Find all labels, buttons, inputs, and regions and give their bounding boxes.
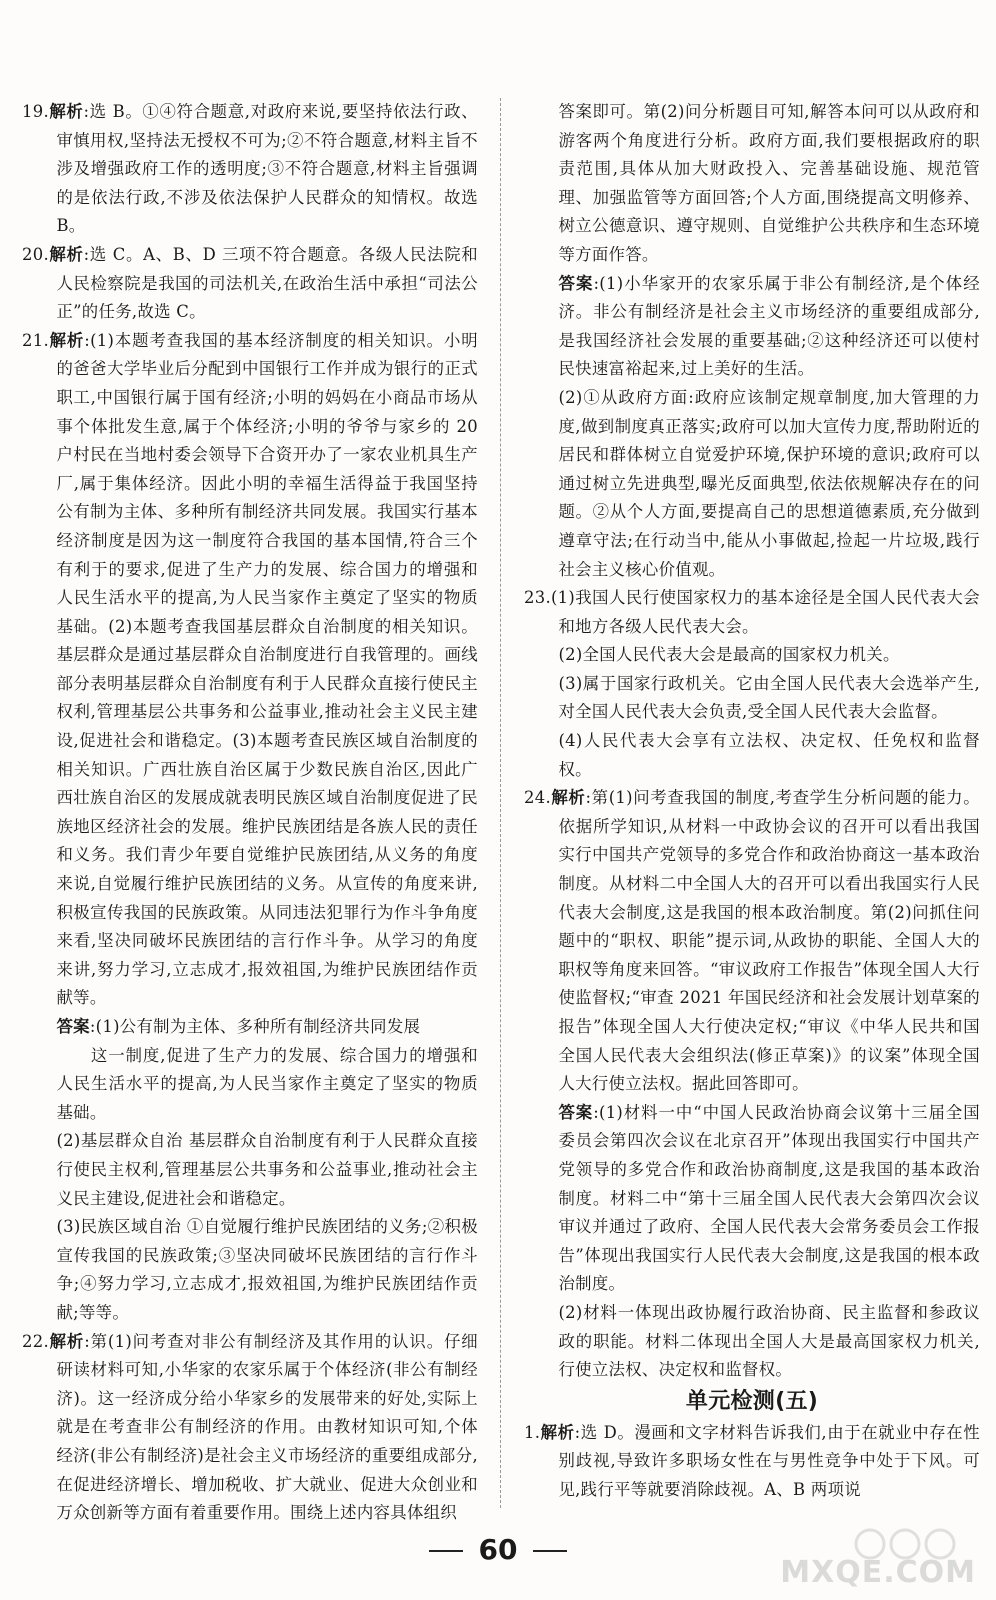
question-23-line4: (4)人民代表大会享有立法权、决定权、任免权和监督权。 [558, 731, 980, 779]
question-number: 24. [524, 788, 551, 808]
answer-21-part3: (3)民族区域自治 ①自觉履行维护民族团结的义务;②积极宣传我国的民族政策;③坚决同破坏民族团结的言行作斗争;④努力学习,立志成才,报效祖国,为维护民族团结作贡献;等等。 [56, 1217, 478, 1322]
question-number: 19. [22, 102, 49, 121]
question-24 [524, 784, 980, 1099]
page-body [22, 98, 980, 1523]
question-number: 22. [22, 1331, 49, 1351]
answer-label: 答案 [56, 1017, 90, 1036]
left-column [22, 98, 478, 1528]
answer-text: (1)我国人民行使国家权力的基本途径是全国人民代表大会和地方各级人民代表大会。 [550, 588, 980, 636]
question-number: 23. [524, 588, 551, 608]
right-column [524, 98, 980, 1505]
question-23 [524, 584, 980, 641]
question-22-continued: 答案即可。第(2)问分析题目可知,解答本问可以从政府和游客两个角度进行分析。政府方面,我们要根据政府的职责范围,具体从加大财政投入、完善基础设施、规范管理、加强监管等方面回答;个人方面,围绕提高文明修养、树立公德意识、遵守规则、自觉维护公共秩序和生态环境等方面作答。 [558, 102, 980, 264]
question-23-line3: (3)属于国家行政机关。它由全国人民代表大会选举产生,对全国人民代表大会负责,受全国人民代表大会监督。 [558, 673, 980, 722]
question-22 [22, 1328, 478, 1528]
analysis-label: 解析 [48, 244, 84, 264]
section-title: 单元检测(五) [685, 1388, 819, 1414]
answer-24-part2: (2)材料一体现出政协履行政治协商、民主监督和参政议政的职能。材料二体现出全国人大是最高国家权力机关,行使立法权、决定权和监督权。 [558, 1302, 980, 1380]
page-number-value: 60 [478, 1533, 518, 1566]
answer-text: :(1)材料一中“中国人民政治协商会议第十三届全国委员会第四次会议在北京召开”体现出我国实行中国共产党领导的多党合作和政治协商制度,这是我国的基本政治制度。材料二中“第十三届全国人民代表大会第四次会议审议并通过了政府、全国人民代表大会常务委员会工作报告”体现出我国实行人民代表大会制度,这是我国的根本政治制度。 [558, 1102, 980, 1294]
answer-text: :(1)公有制为主体、多种所有制经济共同发展 [89, 1017, 421, 1036]
analysis-text: :选 C。A、B、D 三项不符合题意。各级人民法院和人民检察院是我国的司法机关,在政治生活中承担“司法公正”的任务,故选 C。 [56, 244, 478, 322]
answer-21-part1 [22, 1013, 478, 1042]
analysis-text: :选 B。①④符合题意,对政府来说,要坚持依法行政、审慎用权,坚持法无授权不可为;②不符合题意,材料主旨不涉及增强政府工作的透明度;③不符合题意,材料主旨强调的是依法行政,不涉及依法保护人民群众的知情权。故选 B。 [56, 102, 478, 236]
analysis-label: 解析 [48, 102, 84, 121]
question-number: 20. [22, 244, 49, 264]
question-21 [22, 327, 478, 1013]
answer-22-part1 [524, 270, 980, 384]
analysis-text: :(1)本题考查我国的基本经济制度的相关知识。小明的爸爸大学毕业后分配到中国银行工作并成为银行的正式职工,中国银行属于国有经济;小明的妈妈在小商品市场从事个体批发生意,属于个体经济;小明的爷爷与家乡的 20 户村民在当地村委会领导下合资开办了一家农业机具生产厂,属于集体经济。因此小明的幸福生活得益于我国坚持公有制为主体、多种所有制经济共同发展。我国实行基本经济制度是因为这一制度符合我国的基本国情,符合三个有利于的要求,促进了生产力的发展、综合国力的增强和人民生活水平的提高,为人民当家作主奠定了坚实的物质基础。(2)本题考查我国基层群众自治制度的相关知识。基层群众是通过基层群众自治制度进行自我管理的。画线部分表明基层群众自治制度有利于人民群众直接行使民主权利,管理基层公共事务和公益事业,推动社会主义民主建设,促进社会和谐稳定。(3)本题考查民族区域自治制度的相关知识。广西壮族自治区属于少数民族自治区,因此广西壮族自治区的发展成就表明民族区域自治制度促进了民族地区经济社会的发展。维护民族团结是各族人民的责任和义务。我们青少年要自觉维护民族团结,从义务的角度来说,自觉履行维护民族团结的义务。从宣传的角度来讲,积极宣传我国的民族政策。从同违法犯罪行为作斗争角度来看,坚决同破坏民族团结的言行作斗争。从学习的角度来讲,努力学习,立志成才,报效祖国,为维护民族团结作贡献等。 [56, 330, 478, 1008]
question-1 [524, 1419, 980, 1505]
answer-24-part1 [524, 1099, 980, 1299]
question-number: 1. [524, 1422, 541, 1442]
column-divider [500, 98, 501, 1508]
analysis-label: 解析 [550, 788, 586, 808]
answer-label: 答案 [558, 273, 594, 293]
analysis-label: 解析 [48, 330, 85, 350]
analysis-text: :选 D。漫画和文字材料告诉我们,由于在就业中存在性别歧视,导致许多职场女性在与男性竞争中处于下风。可见,践行平等就要消除歧视。A、B 两项说 [558, 1422, 980, 1499]
analysis-text: :第(1)问考查对非公有制经济及其作用的认识。仔细研读材料可知,小华家的农家乐属于个体经济(非公有制经济)。这一经济成分给小华家乡的发展带来的好处,实际上就是在考查非公有制经济的作用。由教材知识可知,个体经济(非公有制经济)是社会主义市场经济的重要组成部分,在促进经济增长、增加税收、扩大就业、促进大众创业和万众创新等方面有着重要作用。围绕上述内容具体组织 [56, 1331, 478, 1523]
question-23-line2: (2)全国人民代表大会是最高的国家权力机关。 [558, 645, 900, 665]
analysis-label: 解析 [540, 1422, 575, 1442]
answer-label: 答案 [558, 1102, 594, 1122]
page-number-dash-left [429, 1550, 463, 1552]
answer-22-part2: (2)①从政府方面:政府应该制定规章制度,加大管理的力度,做到制度真正落实;政府可以加大宣传力度,帮助附近的居民和群体树立自觉爱护环境,保护环境的意识;政府可以通过树立先进典型,曝光反面典型,依法依规解决存在的问题。②从个人方面,要提高自己的思想道德素质,充分做到遵章守法;在行动当中,能从小事做起,捡起一片垃圾,践行社会主义核心价值观。 [558, 387, 980, 579]
answer-21-part2: (2)基层群众自治 基层群众自治制度有利于人民群众直接行使民主权利,管理基层公共事务和公益事业,推动社会主义民主建设,促进社会和谐稳定。 [56, 1131, 478, 1208]
question-20 [22, 241, 478, 327]
site-watermark [780, 1522, 980, 1592]
watermark-text: MXQE.COM [780, 1555, 976, 1590]
question-19 [22, 98, 478, 241]
page-number-dash-right [533, 1550, 567, 1552]
question-number: 21. [22, 330, 49, 350]
analysis-text: :第(1)问考查我国的制度,考查学生分析问题的能力。依据所学知识,从材料一中政协会议的召开可以看出我国实行中国共产党领导的多党合作和政治协商这一基本政治制度。从材料二中全国人大的召开可以看出我国实行人民代表大会制度,这是我国的根本政治制度。第(2)问抓住问题中的“职权、职能”提示词,从政协的职能、全国人大的职权等角度来回答。“审议政府工作报告”体现全国人大行使监督权;“审查 2021 年国民经济和社会发展计划草案的报告”体现全国人大行使决定权;“审议《中华人民共和国全国人民代表大会组织法(修正草案)》的议案”体现全国人大行使立法权。据此回答即可。 [558, 788, 980, 1094]
answer-text: :(1)小华家开的农家乐属于非公有制经济,是个体经济。非公有制经济是社会主义市场经济的重要组成部分,是我国经济社会发展的重要基础;②这种经济还可以使村民快速富裕起来,过上美好的生活。 [558, 273, 980, 379]
analysis-label: 解析 [48, 1331, 85, 1351]
answer-21-part1-cont: 这一制度,促进了生产力的发展、综合国力的增强和人民生活水平的提高,为人民当家作主奠定了坚实的物质基础。 [56, 1045, 478, 1122]
